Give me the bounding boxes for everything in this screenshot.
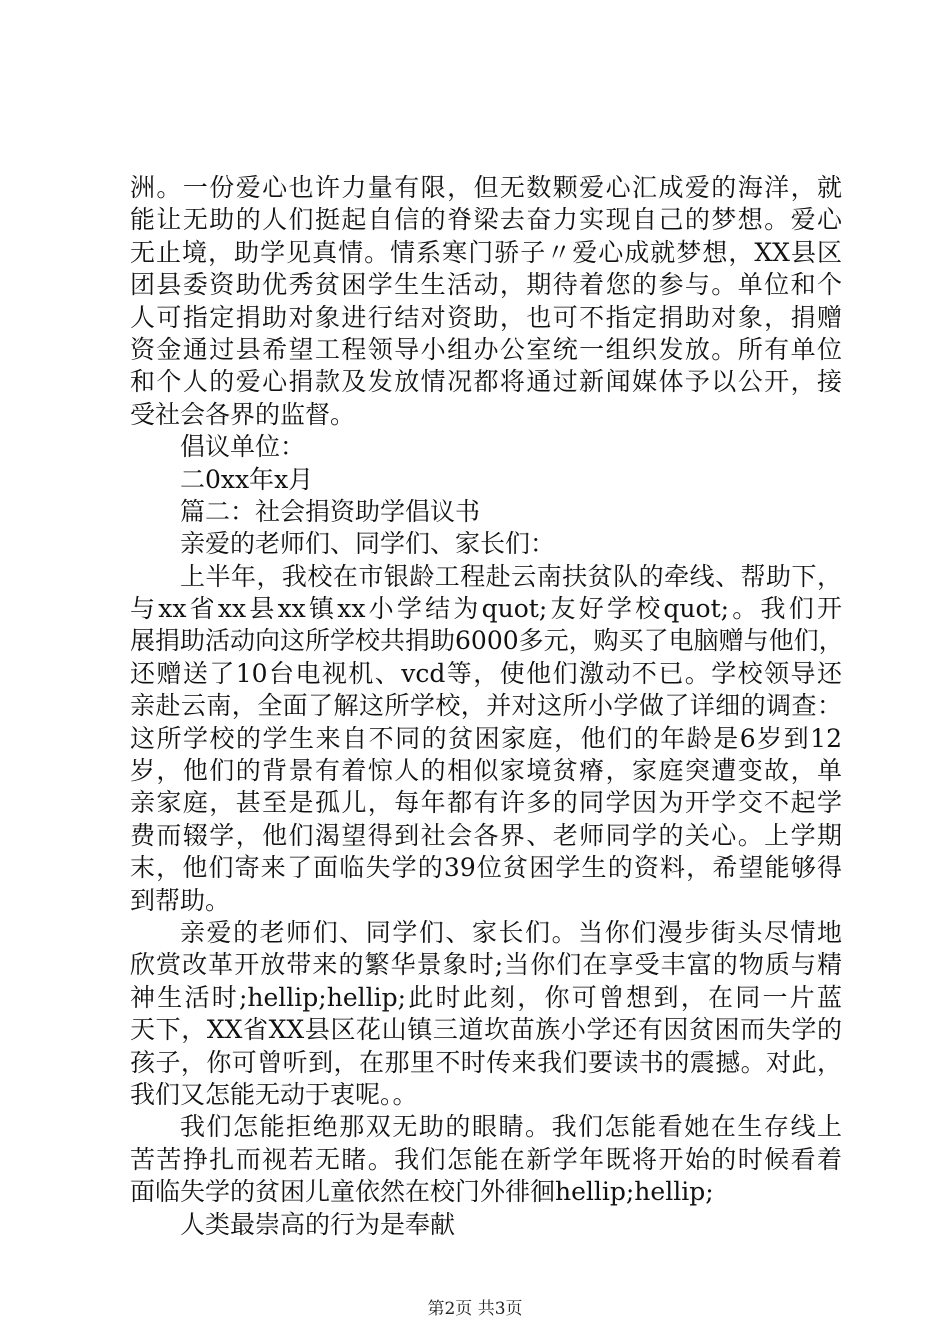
text-line: 上半年，我校在市银龄工程赴云南扶贫队的牵线、帮助下， xyxy=(180,561,842,591)
salutation: 亲爱的老师们、同学们、家长们： xyxy=(180,529,556,559)
text-line: 面临失学的贫困儿童依然在校门外徘徊hellip;hellip; xyxy=(130,1177,714,1207)
text-line: 末，他们寄来了面临失学的39位贫困学生的资料，希望能够得 xyxy=(130,853,842,883)
text-line: 展捐助活动向这所学校共捐助6000多元，购买了电脑赠与他们， xyxy=(130,626,844,656)
text-line: 还赠送了10台电视机、vcd等，使他们激动不已。学校领导还 xyxy=(130,658,842,688)
text-line: 费而辍学，他们渴望得到社会各界、老师同学的关心。上学期 xyxy=(130,820,842,850)
text-line: 苦苦挣扎而视若无睹。我们怎能在新学年既将开始的时候看着 xyxy=(130,1144,842,1174)
text-line: 这所学校的学生来自不同的贫困家庭，他们的年龄是6岁到12 xyxy=(130,723,842,753)
text-line: 天下，XX省XX县区花山镇三道坎苗族小学还有因贫困而失学的 xyxy=(130,1015,842,1045)
text-line: 我们怎能拒绝那双无助的眼睛。我们怎能看她在生存线上 xyxy=(180,1112,842,1142)
text-line: 无止境，助学见真情。情系寒门骄子〃爱心成就梦想，XX县区 xyxy=(130,237,842,267)
text-line: 人可指定捐助对象进行结对资助，也可不指定捐助对象，捐赠 xyxy=(130,302,842,332)
section-heading: 篇二：社会捐资助学倡议书 xyxy=(180,496,481,526)
text-line: 团县委资助优秀贫困学生生活动，期待着您的参与。单位和个 xyxy=(130,270,842,300)
text-line: 资金通过县希望工程领导小组办公室统一组织发放。所有单位 xyxy=(130,334,842,364)
text-line: 我们又怎能无动于衷呢。。 xyxy=(130,1079,418,1109)
text-line: 洲。一份爱心也许力量有限，但无数颗爱心汇成爱的海洋，就 xyxy=(130,173,842,202)
text-line: 欣赏改革开放带来的繁华景象时;当你们在享受丰富的物质与精 xyxy=(130,950,842,980)
text-line: 岁，他们的背景有着惊人的相似家境贫瘠，家庭突遭变故，单 xyxy=(130,756,842,786)
text-line: 亲家庭，甚至是孤儿，每年都有许多的同学因为开学交不起学 xyxy=(130,788,842,818)
text-line: 人类最崇高的行为是奉献 xyxy=(180,1209,456,1239)
text-line: 亲爱的老师们、同学们、家长们。当你们漫步街头尽情地 xyxy=(180,917,842,947)
date-line: 二0xx年x月 xyxy=(180,464,314,494)
signatory-label: 倡议单位： xyxy=(180,432,306,462)
page-number-label: 第2页 共3页 xyxy=(427,1299,523,1319)
text-line: 到帮助。 xyxy=(130,885,231,915)
body-text xyxy=(130,172,842,1241)
text-line: 受社会各界的监督。 xyxy=(130,399,356,429)
text-line: 与xx省xx县xx镇xx小学结为quot;友好学校quot;。我们开 xyxy=(130,594,842,624)
text-line: 孩子，你可曾听到，在那里不时传来我们要读书的震撼。对此， xyxy=(130,1047,842,1077)
text-line: 亲赴云南，全面了解这所学校，并对这所小学做了详细的调查： xyxy=(130,691,842,721)
text-line: 能让无助的人们挺起自信的脊梁去奋力实现自己的梦想。爱心 xyxy=(130,205,842,235)
text-line: 神生活时;hellip;hellip;此时此刻，你可曾想到，在同一片蓝 xyxy=(130,982,842,1012)
text-line: 和个人的爱心捐款及发放情况都将通过新闻媒体予以公开，接 xyxy=(130,367,842,397)
page-footer xyxy=(0,1298,950,1320)
